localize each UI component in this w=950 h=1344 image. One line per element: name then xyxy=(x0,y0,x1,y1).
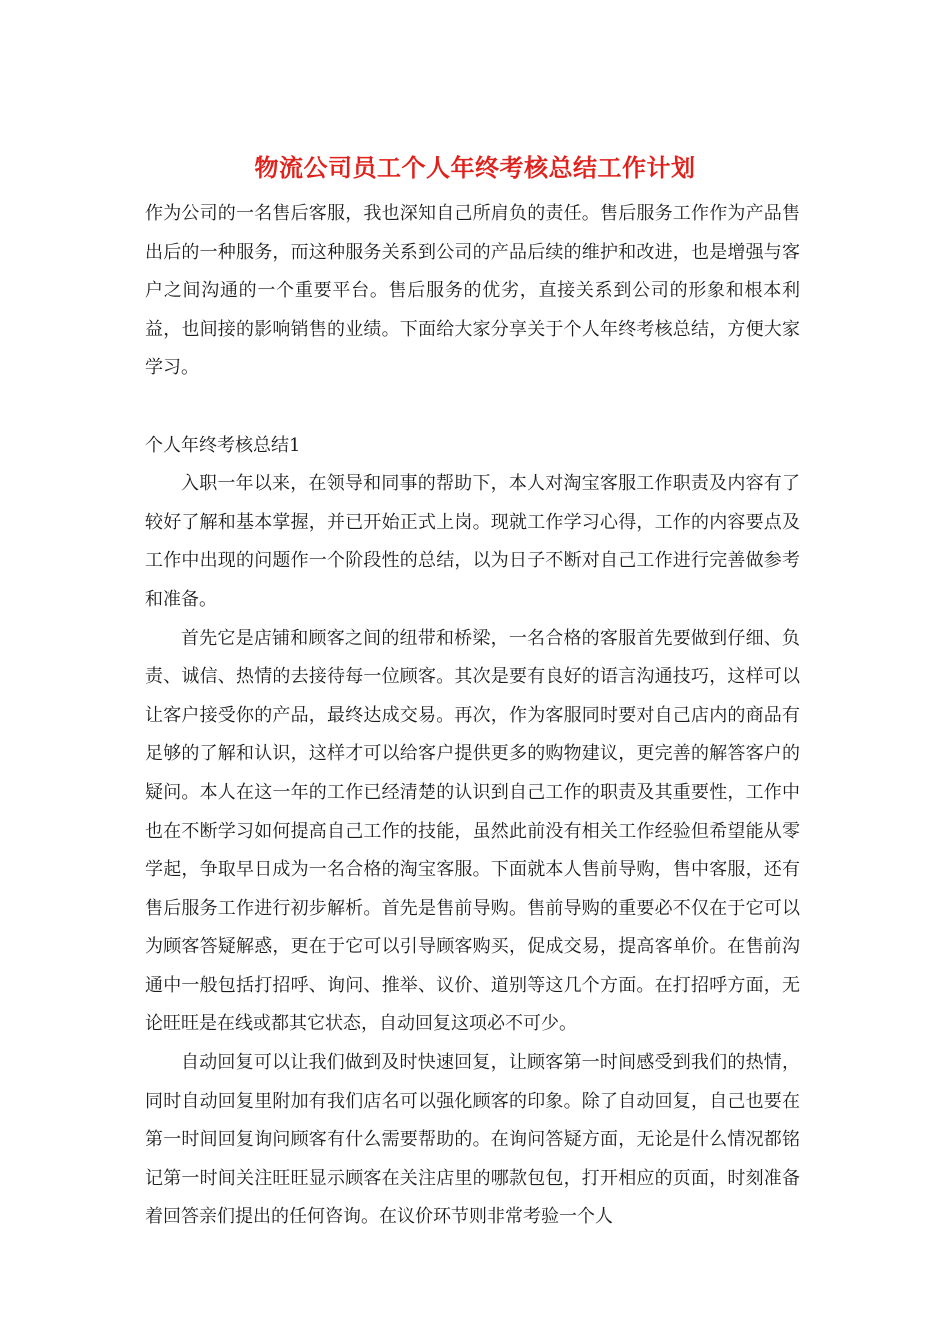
body-paragraph: 自动回复可以让我们做到及时快速回复，让顾客第一时间感受到我们的热情，同时自动回复里附加有我们店名可以强化顾客的印象。除了自动回复，自己也要在第一时间回复询问顾客有什么需要帮助的。在询问答疑方面，无论是什么情况都铭记第一时间关注旺旺显示顾客在关注店里的哪款包包，打开相应的页面，时刻准备着回答亲们提出的任何咨询。在议价环节则非常考验一个人 xyxy=(145,1052,800,1228)
document-body xyxy=(145,195,800,1237)
body-paragraph: 首先它是店铺和顾客之间的纽带和桥梁，一名合格的客服首先要做到仔细、负责、诚信、热情的去接待每一位顾客。其次是要有良好的语言沟通技巧，这样可以让客户接受你的产品，最终达成交易。再次，作为客服同时要对自己店内的商品有足够的了解和认识，这样才可以给客户提供更多的购物建议，更完善的解答客户的疑问。本人在这一年的工作已经清楚的认识到自己工作的职责及其重要性，工作中也在不断学习如何提高自己工作的技能，虽然此前没有相关工作经验但希望能从零学起，争取早日成为一名合格的淘宝客服。下面就本人售前导购，售中客服，还有售后服务工作进行初步解析。首先是售前导购。售前导购的重要必不仅在于它可以为顾客答疑解惑，更在于它可以引导顾客购买，促成交易，提高客单价。在售前沟通中一般包括打招呼、询问、推举、议价、道别等这几个方面。在打招呼方面，无论旺旺是在线或都其它状态，自动回复这项必不可少。 xyxy=(145,627,800,1035)
document-title: 物流公司员工个人年终考核总结工作计划 xyxy=(254,153,696,182)
section-heading: 个人年终考核总结1 xyxy=(145,434,301,456)
intro-paragraph: 作为公司的一名售后客服，我也深知自己所肩负的责任。售后服务工作作为产品售出后的一种服务，而这种服务关系到公司的产品后续的维护和改进，也是增强与客户之间沟通的一个重要平台。售后服务的优劣，直接关系到公司的形象和根本利益，也间接的影响销售的业绩。下面给大家分享关于个人年终考核总结，方便大家学习。 xyxy=(145,203,800,379)
paragraph-spacer xyxy=(145,388,800,427)
body-paragraph: 入职一年以来，在领导和同事的帮助下，本人对淘宝客服工作职责及内容有了较好了解和基本掌握，并已开始正式上岗。现就工作学习心得，工作的内容要点及工作中出现的问题作一个阶段性的总结，以为日子不断对自己工作进行完善做参考和准备。 xyxy=(145,473,800,610)
